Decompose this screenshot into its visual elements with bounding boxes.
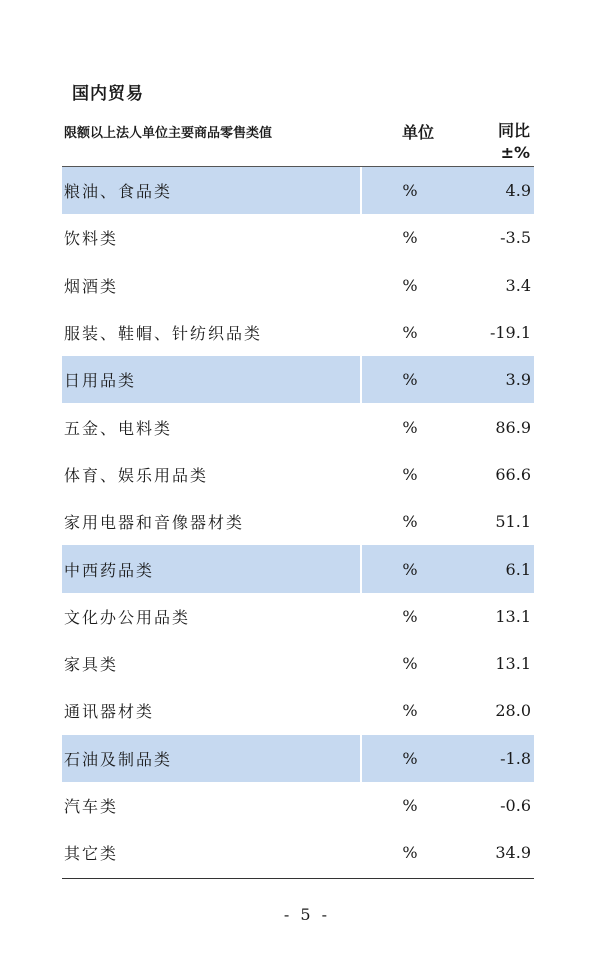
header-unit: 单位 xyxy=(401,123,434,142)
row-values-cell xyxy=(362,782,534,829)
row-values-cell xyxy=(362,687,534,734)
table-row xyxy=(62,167,534,214)
row-category-name: 粮油、食品类 xyxy=(62,167,360,214)
header-yoy-label: 同比 xyxy=(497,121,530,140)
row-unit: % xyxy=(402,654,418,674)
row-category-name: 服装、鞋帽、针纺织品类 xyxy=(64,324,263,344)
row-category-name: 五金、电料类 xyxy=(64,418,173,438)
table-row xyxy=(62,735,534,782)
header-yoy xyxy=(498,120,530,164)
row-unit: % xyxy=(402,370,418,390)
row-yoy-value: 3.9 xyxy=(505,370,531,390)
table-row xyxy=(62,451,534,498)
page-number: - 5 - xyxy=(283,905,331,924)
row-yoy-value: -1.8 xyxy=(500,748,531,768)
table-row xyxy=(62,593,534,640)
row-category-name: 烟酒类 xyxy=(64,276,119,296)
header-item-name: 限额以上法人单位主要商品零售类值 xyxy=(64,126,273,141)
row-unit: % xyxy=(402,701,418,721)
table-row xyxy=(62,545,534,592)
row-yoy-value: 13.1 xyxy=(495,606,531,626)
row-values-cell xyxy=(362,735,534,782)
row-values-cell xyxy=(362,309,534,356)
row-yoy-value: -19.1 xyxy=(489,323,531,343)
table-bottom-rule xyxy=(62,878,534,879)
table-header xyxy=(62,118,534,167)
row-values-cell xyxy=(362,403,534,450)
row-unit: % xyxy=(402,417,418,437)
row-yoy-value: 13.1 xyxy=(495,654,531,674)
row-unit: % xyxy=(402,559,418,579)
table-row xyxy=(62,782,534,829)
row-category-name: 家具类 xyxy=(64,655,119,675)
row-yoy-value: 3.4 xyxy=(505,275,531,295)
table-row xyxy=(62,309,534,356)
table-row xyxy=(62,262,534,309)
row-yoy-value: 6.1 xyxy=(505,559,531,579)
row-values-cell xyxy=(362,214,534,261)
row-category-name: 文化办公用品类 xyxy=(64,607,191,627)
row-unit: % xyxy=(402,796,418,815)
row-yoy-value: 34.9 xyxy=(495,843,531,863)
row-yoy-value: -0.6 xyxy=(500,796,531,815)
table-row xyxy=(62,403,534,450)
row-unit: % xyxy=(402,606,418,626)
row-category-name: 体育、娱乐用品类 xyxy=(64,465,209,485)
row-values-cell xyxy=(362,829,534,876)
section-title: 国内贸易 xyxy=(72,84,144,104)
row-yoy-value: 4.9 xyxy=(505,181,531,201)
row-values-cell xyxy=(362,451,534,498)
row-category-name: 日用品类 xyxy=(62,356,360,403)
row-unit: % xyxy=(402,843,418,863)
row-category-name: 中西药品类 xyxy=(62,545,360,592)
table-row xyxy=(62,829,534,876)
table-row xyxy=(62,498,534,545)
row-category-name: 饮料类 xyxy=(64,229,119,249)
row-values-cell xyxy=(362,498,534,545)
table-body xyxy=(62,167,534,876)
row-category-name: 家用电器和音像器材类 xyxy=(64,513,245,533)
table-row xyxy=(62,640,534,687)
row-unit: % xyxy=(402,748,418,768)
row-unit: % xyxy=(402,464,418,484)
row-category-name: 其它类 xyxy=(64,844,119,864)
table-row xyxy=(62,356,534,403)
row-category-name: 石油及制品类 xyxy=(62,735,360,782)
row-values-cell xyxy=(362,593,534,640)
row-yoy-value: 86.9 xyxy=(495,417,531,437)
row-yoy-value: 51.1 xyxy=(495,512,531,532)
row-unit: % xyxy=(402,512,418,532)
row-unit: % xyxy=(402,323,418,343)
row-unit: % xyxy=(402,275,418,295)
row-unit: % xyxy=(402,181,418,201)
row-yoy-value: 28.0 xyxy=(495,701,531,721)
header-yoy-sign: ±% xyxy=(500,143,530,162)
row-values-cell xyxy=(362,545,534,592)
row-values-cell xyxy=(362,167,534,214)
row-values-cell xyxy=(362,640,534,687)
row-yoy-value: -3.5 xyxy=(500,228,531,248)
table-row xyxy=(62,687,534,734)
row-category-name: 汽车类 xyxy=(64,797,119,816)
row-yoy-value: 66.6 xyxy=(495,464,531,484)
row-values-cell xyxy=(362,356,534,403)
row-unit: % xyxy=(402,228,418,248)
table-row xyxy=(62,214,534,261)
row-values-cell xyxy=(362,262,534,309)
row-category-name: 通讯器材类 xyxy=(64,702,155,722)
